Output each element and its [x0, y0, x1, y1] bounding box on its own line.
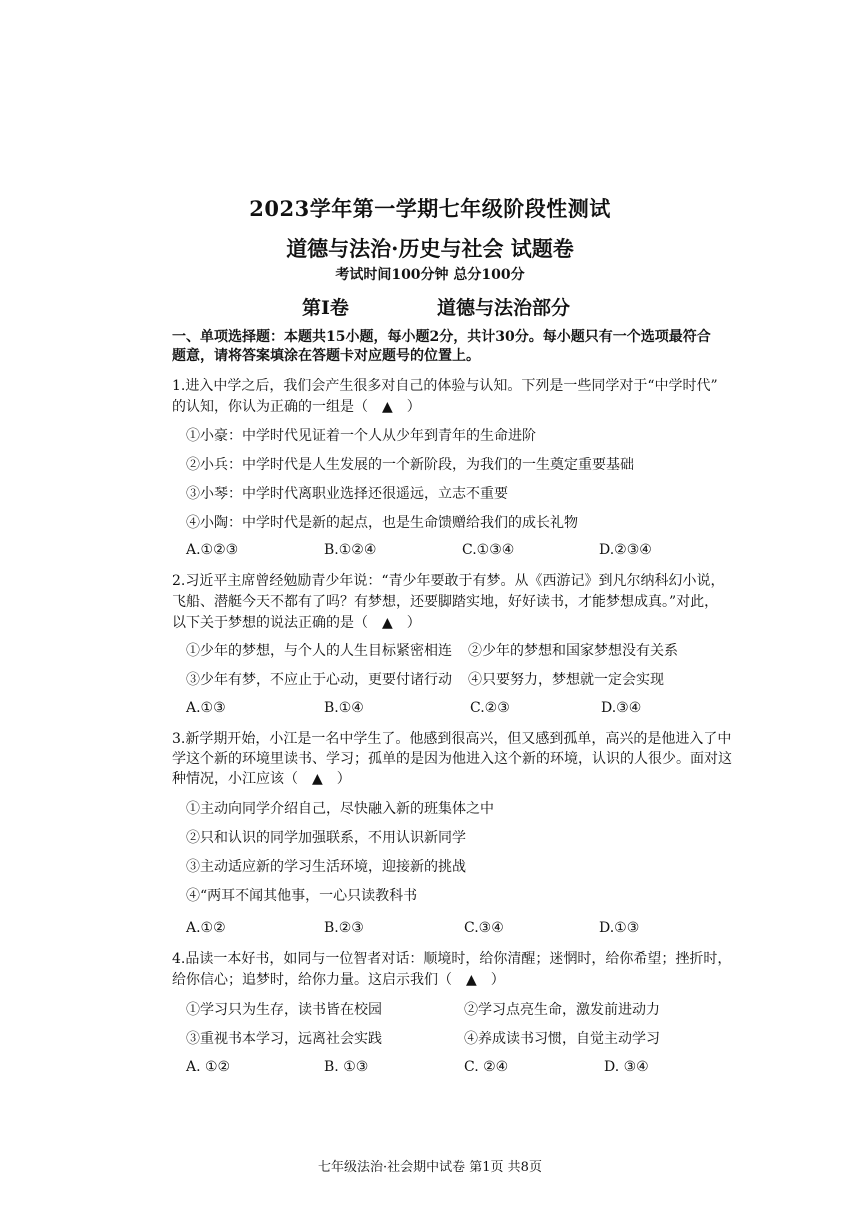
- question-3-option-a: A.①②: [186, 920, 226, 936]
- question-1-option-c: C.①③④: [462, 542, 515, 558]
- exam-subtitle: 道德与法治·历史与社会 试题卷: [286, 236, 574, 261]
- question-1-item-1: ①小豪：中学时代见证着一个人从少年到青年的生命进阶: [186, 428, 536, 444]
- question-2-stem-line1: 2.习近平主席曾经勉励青少年说：“青少年要敢于有梦。从《西游记》到凡尔纳科幻小说，: [172, 573, 725, 589]
- question-3-item-3: ③主动适应新的学习生活环境，迎接新的挑战: [186, 859, 466, 875]
- question-4-item-4: ④养成读书习惯，自觉主动学习: [464, 1031, 660, 1047]
- exam-info: 考试时间100分钟 总分100分: [335, 267, 525, 283]
- part-label: 第Ⅰ卷: [302, 297, 349, 319]
- question-1-option-d: D.②③④: [599, 542, 652, 558]
- exam-title: 2023学年第一学期七年级阶段性测试: [249, 196, 611, 221]
- question-3-stem-line1: 3.新学期开始，小江是一名中学生了。他感到很高兴，但又感到孤单，高兴的是他进入了中: [172, 731, 732, 747]
- part-name: 道德与法治部分: [437, 297, 571, 319]
- question-4-option-b: B. ①③: [324, 1059, 369, 1075]
- question-3-option-d: D.①③: [599, 920, 640, 936]
- question-4-item-2: ②学习点亮生命，激发前进动力: [464, 1002, 660, 1018]
- question-2-item-3: ③少年有梦，不应止于心动，更要付诸行动: [186, 672, 452, 688]
- question-1-item-3: ③小琴：中学时代离职业选择还很遥远，立志不重要: [186, 486, 508, 502]
- question-1-option-a: A.①②③: [186, 542, 239, 558]
- question-2-item-1: ①少年的梦想，与个人的人生目标紧密相连: [186, 643, 452, 659]
- question-3-item-1: ①主动向同学介绍自己，尽快融入新的班集体之中: [186, 801, 494, 817]
- question-2-stem-line3: 以下关于梦想的说法正确的是（ ▲ ）: [172, 615, 421, 631]
- question-4-item-1: ①学习只为生存，读书皆在校园: [186, 1002, 382, 1018]
- question-1-option-b: B.①②④: [324, 542, 377, 558]
- question-2-item-4: ④只要努力，梦想就一定会实现: [468, 672, 664, 688]
- question-2-option-d: D.③④: [601, 700, 642, 716]
- question-4-option-c: C. ②④: [464, 1059, 509, 1075]
- question-4-option-d: D. ③④: [604, 1059, 649, 1075]
- section-instruction-line1: 一、单项选择题：本题共15小题，每小题2分，共计30分。每小题只有一个选项最符合: [172, 329, 711, 345]
- question-2-item-2: ②少年的梦想和国家梦想没有关系: [468, 643, 678, 659]
- question-4-option-a: A. ①②: [186, 1059, 231, 1075]
- page-footer: 七年级法治·社会期中试卷 第1页 共8页: [318, 1160, 542, 1175]
- question-4-item-3: ③重视书本学习，远离社会实践: [186, 1031, 382, 1047]
- question-2-option-b: B.①④: [324, 700, 364, 716]
- question-1-item-4: ④小陶：中学时代是新的起点，也是生命馈赠给我们的成长礼物: [186, 515, 578, 531]
- question-2-option-c: C.②③: [470, 700, 510, 716]
- question-2-stem-line2: 飞船、潜艇今天不都有了吗？有梦想，还要脚踏实地，好好读书，才能梦想成真。”对此，: [172, 594, 719, 610]
- question-3-stem-line2: 学这个新的环境里读书、学习；孤单的是因为他进入这个新的环境，认识的人很少。面对这: [172, 751, 732, 767]
- question-3-option-b: B.②③: [324, 920, 364, 936]
- question-3-item-4: ④“两耳不闻其他事，一心只读教科书: [186, 888, 418, 904]
- question-4-stem-line1: 4.品读一本好书，如同与一位智者对话：顺境时，给你清醒；迷惘时，给你希望；挫折时，: [172, 951, 732, 967]
- question-3-stem-line3: 种情况，小江应该（ ▲ ）: [172, 771, 351, 787]
- question-1-stem-line2: 的认知，你认为正确的一组是（ ▲ ）: [172, 399, 421, 415]
- question-2-option-a: A.①③: [186, 700, 226, 716]
- question-3-item-2: ②只和认识的同学加强联系，不用认识新同学: [186, 830, 466, 846]
- question-3-option-c: C.③④: [464, 920, 504, 936]
- section-instruction-line2: 题意，请将答案填涂在答题卡对应题号的位置上。: [172, 348, 480, 364]
- question-1-item-2: ②小兵：中学时代是人生发展的一个新阶段，为我们的一生奠定重要基础: [186, 457, 634, 473]
- question-1-stem-line1: 1.进入中学之后，我们会产生很多对自己的体验与认知。下列是一些同学对于“中学时代”: [172, 378, 718, 394]
- question-4-stem-line2: 给你信心；追梦时，给你力量。这启示我们（ ▲ ）: [172, 972, 505, 988]
